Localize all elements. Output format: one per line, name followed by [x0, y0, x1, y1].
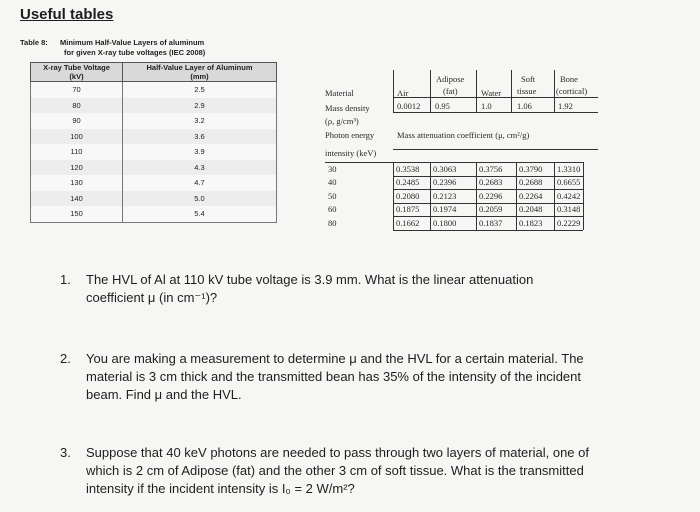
material-bone-sub: (cortical) [556, 86, 588, 96]
table-row [31, 191, 277, 207]
kv-cell: 120 [31, 160, 123, 176]
coeff-cell: 0.2229 [557, 218, 581, 228]
coeff-cell: 0.3790 [519, 164, 543, 174]
hvl-cell: 3.6 [123, 129, 277, 145]
hvl-header-row [31, 63, 277, 82]
table8-caption-line1: Minimum Half-Value Layers of aluminum [60, 38, 205, 47]
material-bone: Bone [560, 74, 578, 84]
material-label: Material [325, 88, 354, 98]
coeff-cell: 0.1837 [479, 218, 503, 228]
mass-attenuation-table [325, 68, 605, 234]
kv-cell: 100 [31, 129, 123, 145]
question-line: intensity if the incident intensity is I₀ = 2 W/m²? [86, 481, 355, 496]
hvl-cell: 2.5 [123, 82, 277, 98]
coeff-cell: 0.2485 [396, 177, 420, 187]
coeff-cell: 0.3756 [479, 164, 503, 174]
density-bone: 1.92 [558, 101, 573, 111]
coeff-cell: 0.1800 [433, 218, 457, 228]
question-line: material is 3 cm thick and the transmitted bean has 35% of the intensity of the incident [86, 369, 581, 384]
table-row [31, 160, 277, 176]
hvl-aluminum-table [30, 62, 277, 223]
density-soft: 1.06 [517, 101, 532, 111]
question-line: You are making a measurement to determine μ and the HVL for a certain material. The [86, 351, 584, 366]
energy-cell: 60 [328, 204, 337, 214]
coeff-cell: 0.3538 [396, 164, 420, 174]
coeff-cell: 0.2059 [479, 204, 503, 214]
kv-cell: 90 [31, 113, 123, 129]
coeff-cell: 0.4242 [557, 191, 581, 201]
table8-caption [20, 38, 290, 58]
question-number: 1. [60, 272, 71, 287]
energy-cell: 40 [328, 177, 337, 187]
question-line: The HVL of Al at 110 kV tube voltage is 3.9 mm. What is the linear attenuation [86, 272, 534, 287]
kv-cell: 140 [31, 191, 123, 207]
density-water: 1.0 [481, 101, 492, 111]
kv-cell: 110 [31, 144, 123, 160]
coeff-cell: 0.6655 [557, 177, 581, 187]
energy-cell: 80 [328, 218, 337, 228]
photon-energy-label: Photon energy [325, 130, 375, 140]
table-row [31, 113, 277, 129]
question-number: 3. [60, 445, 71, 460]
density-adipose: 0.95 [435, 101, 450, 111]
table8-caption-line2: for given X-ray tube voltages (IEC 2008) [64, 48, 206, 57]
coefficient-label: Mass attenuation coefficient (μ, cm²/g) [397, 130, 530, 140]
kv-cell: 150 [31, 206, 123, 222]
table-row [31, 129, 277, 145]
coeff-cell: 0.2688 [519, 177, 543, 187]
coeff-cell: 0.2396 [433, 177, 457, 187]
hvl-cell: 5.4 [123, 206, 277, 222]
kv-cell: 130 [31, 175, 123, 191]
table-row [31, 98, 277, 114]
energy-cell: 50 [328, 191, 337, 201]
coeff-cell: 0.3148 [557, 204, 581, 214]
material-adipose-sub: (fat) [443, 86, 458, 96]
energy-cell: 30 [328, 164, 337, 174]
density-air: 0.0012 [397, 101, 421, 111]
hvl-cell: 2.9 [123, 98, 277, 114]
section-title: Useful tables [20, 6, 114, 23]
question-text [86, 271, 533, 307]
hvl-col2-unit: (mm) [190, 72, 209, 81]
question-text [86, 350, 584, 404]
coeff-cell: 0.1875 [396, 204, 420, 214]
question-1 [60, 271, 680, 311]
density-label: Mass density [325, 103, 370, 113]
photon-intensity-label: intensity (keV) [325, 148, 377, 158]
coeff-cell: 0.1974 [433, 204, 457, 214]
coeff-cell: 0.2080 [396, 191, 420, 201]
coeff-cell: 0.2683 [479, 177, 503, 187]
table-row [31, 144, 277, 160]
table-row [31, 175, 277, 191]
coeff-cell: 0.2048 [519, 204, 543, 214]
question-line: coefficient μ (in cm⁻¹)? [86, 290, 218, 305]
question-line: Suppose that 40 keV photons are needed to pass through two layers of material, one of [86, 445, 589, 460]
coeff-cell: 1.3310 [557, 164, 581, 174]
hvl-cell: 3.9 [123, 144, 277, 160]
material-soft-sub: tissue [517, 86, 537, 96]
density-unit: (ρ, g/cm³) [325, 116, 359, 126]
coeff-cell: 0.2123 [433, 191, 457, 201]
hvl-col2-title: Half-Value Layer of Aluminum [146, 63, 253, 72]
coeff-cell: 0.2264 [519, 191, 543, 201]
material-water: Water [481, 88, 502, 98]
hvl-col1-title: X-ray Tube Voltage [43, 63, 110, 72]
coeff-cell: 0.1823 [519, 218, 543, 228]
hvl-cell: 4.7 [123, 175, 277, 191]
hvl-col2-header [123, 63, 277, 82]
material-soft: Soft [521, 74, 536, 84]
hvl-cell: 3.2 [123, 113, 277, 129]
material-air: Air [397, 88, 409, 98]
coeff-cell: 0.1662 [396, 218, 420, 228]
kv-cell: 80 [31, 98, 123, 114]
material-adipose: Adipose [436, 74, 465, 84]
question-text [86, 444, 589, 498]
table-row [31, 206, 277, 222]
hvl-col1-unit: (kV) [69, 72, 84, 81]
table8-label: Table 8: [20, 38, 48, 47]
table-row [31, 82, 277, 98]
question-number: 2. [60, 351, 71, 366]
kv-cell: 70 [31, 82, 123, 98]
question-2 [60, 350, 680, 406]
coeff-cell: 0.2296 [479, 191, 503, 201]
question-line: which is 2 cm of Adipose (fat) and the other 3 cm of soft tissue. What is the transmitted [86, 463, 584, 478]
coeff-cell: 0.3063 [433, 164, 457, 174]
hvl-col1-header [31, 63, 123, 82]
hvl-cell: 4.3 [123, 160, 277, 176]
hvl-cell: 5.0 [123, 191, 277, 207]
question-3 [60, 444, 680, 500]
question-line: beam. Find μ and the HVL. [86, 387, 242, 402]
